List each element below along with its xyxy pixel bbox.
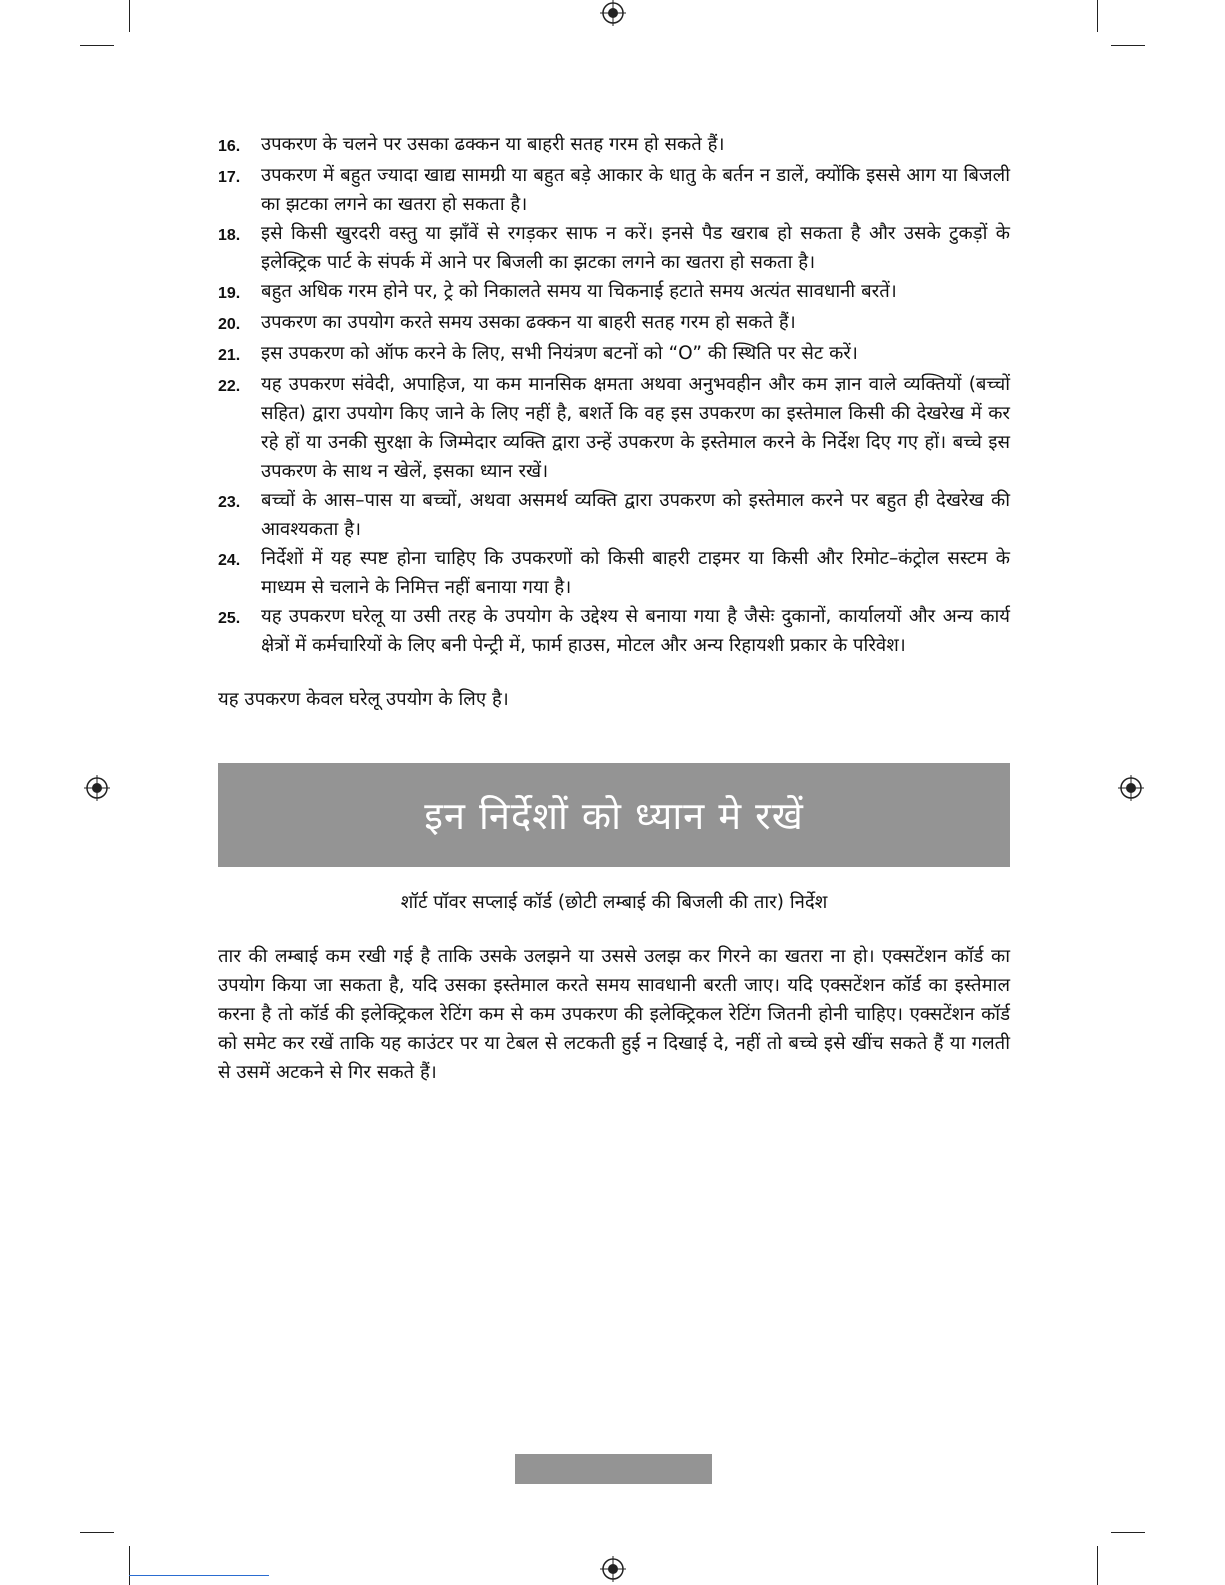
item-text: इस उपकरण को ऑफ करने के लिए, सभी नियंत्रण बटनों को “O” की स्थिति पर सेट करें। bbox=[261, 343, 858, 364]
crop-mark-top-right-horizontal bbox=[1111, 45, 1145, 46]
safety-instructions-list bbox=[218, 130, 1010, 660]
item-number: 25. bbox=[218, 610, 241, 627]
item-text: उपकरण के चलने पर उसका ढक्कन या बाहरी सतह गरम हो सकते हैं। bbox=[261, 134, 725, 155]
crop-mark-bottom-right-horizontal bbox=[1111, 1532, 1145, 1533]
crop-mark-bottom-right-vertical bbox=[1097, 1546, 1098, 1585]
registration-mark-icon bbox=[600, 0, 626, 26]
section-banner bbox=[218, 763, 1010, 867]
item-number: 21. bbox=[218, 347, 241, 364]
crop-mark-top-right-vertical bbox=[1097, 0, 1098, 32]
item-number: 24. bbox=[218, 552, 241, 569]
item-text: यह उपकरण घरेलू या उसी तरह के उपयोग के उद्देश्य से बनाया गया है जैसेः दुकानों, कार्यालयों और अन्य कार्य क्षेत्रों में कर्मचारियों के लिए बनी पेन्ट्री में, फार्म हाउस, मोटल और अन्य रिहायशी प्रकार के परिवेश। bbox=[261, 606, 1010, 656]
item-text: उपकरण में बहुत ज्यादा खाद्य सामग्री या बहुत बड़े आकार के धातु के बर्तन न डालें, क्योंकि इससे आग या बिजली का झटका लगने का खतरा हो सकता है। bbox=[261, 165, 1010, 215]
list-item bbox=[218, 544, 1010, 602]
item-number: 22. bbox=[218, 378, 241, 395]
item-text: यह उपकरण संवेदी, अपाहिज, या कम मानसिक क्षमता अथवा अनुभवहीन और कम ज्ञान वाले व्यक्तियों (बच्चों सहित) द्वारा उपयोग किए जाने के लिए नहीं है, बशर्ते कि वह इस उपकरण का इस्तेमाल किसी की देखरेख में कर रहे हों या उनकी सुरक्षा के जिम्मेदार व्यक्ति द्वारा उन्हें उपकरण के इस्तेमाल करने के निर्देश दिए गए हों। बच्चे इस उपकरण के साथ न खेलें, इसका ध्यान रखें। bbox=[261, 374, 1010, 482]
banner-title: इन निर्देशों को ध्यान मे रखें bbox=[424, 794, 804, 838]
registration-mark-icon bbox=[84, 775, 110, 801]
item-number: 19. bbox=[218, 285, 241, 302]
page-content bbox=[218, 130, 1010, 1087]
list-item bbox=[218, 339, 1010, 370]
list-item bbox=[218, 370, 1010, 486]
bottom-rule bbox=[129, 1575, 269, 1576]
crop-mark-bottom-left-vertical bbox=[129, 1546, 130, 1585]
list-item bbox=[218, 277, 1010, 308]
item-number: 16. bbox=[218, 138, 241, 155]
page-number-bar bbox=[515, 1454, 712, 1484]
crop-mark-bottom-left-horizontal bbox=[80, 1532, 114, 1533]
cord-subheading: शॉर्ट पॉवर सप्लाई कॉर्ड (छोटी लम्बाई की बिजली की तार) निर्देश bbox=[400, 892, 828, 913]
item-number: 20. bbox=[218, 316, 241, 333]
list-item bbox=[218, 602, 1010, 660]
item-text: बहुत अधिक गरम होने पर, ट्रे को निकालते समय या चिकनाई हटाते समय अत्यंत सावधानी बरतें। bbox=[261, 281, 897, 302]
cord-paragraph: तार की लम्बाई कम रखी गई है ताकि उसके उलझने या उससे उलझ कर गिरने का खतरा ना हो। एक्सटेंशन कॉर्ड का उपयोग किया जा सकता है, यदि उसका इस्तेमाल करते समय सावधानी बरती जाए। यदि एक्सटेंशन कॉर्ड का इस्तेमाल करना है तो कॉर्ड की इलेक्ट्रिकल रेटिंग कम से कम उपकरण की इलेक्ट्रिकल रेटिंग जितनी होनी चाहिए। एक्सटेंशन कॉर्ड को समेट कर रखें ताकि यह काउंटर पर या टेबल से लटकती हुई न दिखाई दे, नहीं तो बच्चे इसे खींच सकते हैं या गलती से उसमें अटकने से गिर सकते हैं। bbox=[218, 946, 1010, 1083]
list-item bbox=[218, 161, 1010, 219]
item-number: 17. bbox=[218, 169, 241, 186]
domestic-use-note: यह उपकरण केवल घरेलू उपयोग के लिए है। bbox=[218, 689, 509, 710]
item-text: बच्चों के आस–पास या बच्चों, अथवा असमर्थ व्यक्ति द्वारा उपकरण को इस्तेमाल करने पर बहुत ही देखरेख की आवश्यकता है। bbox=[261, 490, 1010, 540]
item-text: इसे किसी खुरदरी वस्तु या झाँवें से रगड़कर साफ न करें। इनसे पैड खराब हो सकता है और उसके टुकड़ों के इलेक्ट्रिक पार्ट के संपर्क में आने पर बिजली का झटका लगने का खतरा हो सकता है। bbox=[261, 223, 1010, 273]
registration-mark-icon bbox=[1118, 775, 1144, 801]
list-item bbox=[218, 486, 1010, 544]
item-number: 23. bbox=[218, 494, 241, 511]
list-item bbox=[218, 219, 1010, 277]
list-item bbox=[218, 308, 1010, 339]
registration-mark-icon bbox=[600, 1556, 626, 1582]
crop-mark-top-left-vertical bbox=[129, 0, 130, 32]
item-number: 18. bbox=[218, 227, 241, 244]
crop-mark-top-left-horizontal bbox=[80, 45, 114, 46]
item-text: उपकरण का उपयोग करते समय उसका ढक्कन या बाहरी सतह गरम हो सकते हैं। bbox=[261, 312, 796, 333]
item-text: निर्देशों में यह स्पष्ट होना चाहिए कि उपकरणों को किसी बाहरी टाइमर या किसी और रिमोट–कंट्रोल सस्टम के माध्यम से चलाने के निमित्त नहीं बनाया गया है। bbox=[261, 548, 1010, 598]
list-item bbox=[218, 130, 1010, 161]
